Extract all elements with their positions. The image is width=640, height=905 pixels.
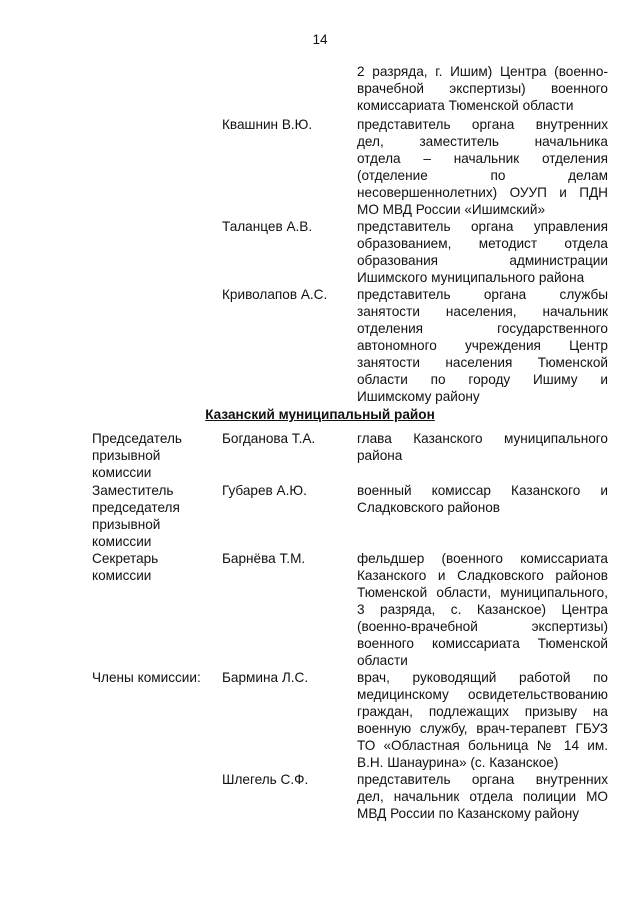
description-line: 3 разряда, с. Казанское) Центра <box>357 602 608 617</box>
description-line: МВД России по Казанскому району <box>357 806 580 821</box>
role-label <box>92 550 212 584</box>
role-line: призывной <box>92 517 161 532</box>
member-name: Богданова Т.А. <box>222 431 316 446</box>
description-line: области <box>357 653 408 668</box>
member-name: Таланцев А.В. <box>222 219 313 234</box>
role-label <box>92 430 212 481</box>
description-line: военного комиссариата Тюменской <box>357 636 608 651</box>
section-heading: Казанский муниципальный район <box>205 407 435 422</box>
role-line: комиссии <box>92 465 152 480</box>
member-name: Барнёва Т.М. <box>222 551 306 566</box>
role-label <box>92 669 212 686</box>
description-line: врач, руководящий работой по <box>357 670 608 685</box>
description-line: области по городу Ишиму и <box>357 372 608 387</box>
role-line: комиссии <box>92 534 152 549</box>
member-description <box>357 116 608 218</box>
description-line: представитель органа внутренних <box>357 117 608 132</box>
member-description <box>357 430 608 464</box>
description-line: военную службу, врач-терапевт ГБУЗ <box>357 721 608 736</box>
role-line: Члены комиссии: <box>92 670 201 685</box>
description-line: В.Н. Шанаурина» (с. Казанское) <box>357 755 559 770</box>
description-line: Казанского и Сладковского районов <box>357 568 608 583</box>
description-line: глава Казанского муниципального <box>357 431 608 446</box>
description-line: Тюменской области, муниципального, <box>357 585 608 600</box>
description-line: Сладковского районов <box>357 500 500 515</box>
member-name: Бармина Л.С. <box>222 670 309 685</box>
member-description <box>357 286 608 405</box>
description-line: ТО «Областная больница № 14 им. <box>357 738 608 753</box>
description-line: (отделение по делам <box>357 168 608 183</box>
page-number: 14 <box>312 32 328 47</box>
description-line: автономного учреждения Центр <box>357 338 608 353</box>
continuation-description <box>357 63 608 114</box>
role-line: Председатель <box>92 431 182 446</box>
member-description <box>357 218 608 286</box>
description-line: представитель органа управления <box>357 219 608 234</box>
description-line: представитель органа внутренних <box>357 772 608 787</box>
description-line: Ишимского муниципального района <box>357 270 585 285</box>
description-line: занятости населения Тюменской <box>357 355 608 370</box>
description-line: образованием, методист отдела <box>357 236 608 251</box>
description-line: 2 разряда, г. Ишим) Центра (военно- <box>357 64 608 79</box>
role-line: Секретарь <box>92 551 159 566</box>
role-line: призывной <box>92 448 161 463</box>
description-line: врачебной экспертизы) военного <box>357 81 608 96</box>
member-description <box>357 771 608 822</box>
member-name: Криволапов А.С. <box>222 287 328 302</box>
description-line: медицинскому освидетельствованию <box>357 687 608 702</box>
description-line: (военно-врачебной экспертизы) <box>357 619 608 634</box>
role-line: комиссии <box>92 568 152 583</box>
description-line: занятости населения, начальник <box>357 304 608 319</box>
member-name: Губарев А.Ю. <box>222 483 307 498</box>
description-line: комиссариата Тюменской области <box>357 98 574 113</box>
role-label <box>92 482 212 550</box>
member-description <box>357 669 608 771</box>
description-line: образования администрации <box>357 253 608 268</box>
description-line: граждан, подлежащих призыву на <box>357 704 608 719</box>
role-line: Заместитель <box>92 483 174 498</box>
description-line: дел, заместитель начальника <box>357 134 608 149</box>
description-line: несовершеннолетних) ОУУП и ПДН <box>357 185 608 200</box>
description-line: представитель органа службы <box>357 287 608 302</box>
member-name: Квашнин В.Ю. <box>222 117 313 132</box>
role-line: председателя <box>92 500 180 515</box>
member-name: Шлегель С.Ф. <box>222 772 309 787</box>
description-line: района <box>357 448 403 463</box>
description-line: отделения государственного <box>357 321 608 336</box>
member-description <box>357 550 608 669</box>
description-line: Ишимскому району <box>357 389 480 404</box>
description-line: фельдшер (военного комиссариата <box>357 551 608 566</box>
description-line: МО МВД России «Ишимский» <box>357 202 546 217</box>
description-line: военный комиссар Казанского и <box>357 483 608 498</box>
member-description <box>357 482 608 516</box>
description-line: дел, начальник отдела полиции МО <box>357 789 608 804</box>
description-line: отдела – начальник отделения <box>357 151 608 166</box>
